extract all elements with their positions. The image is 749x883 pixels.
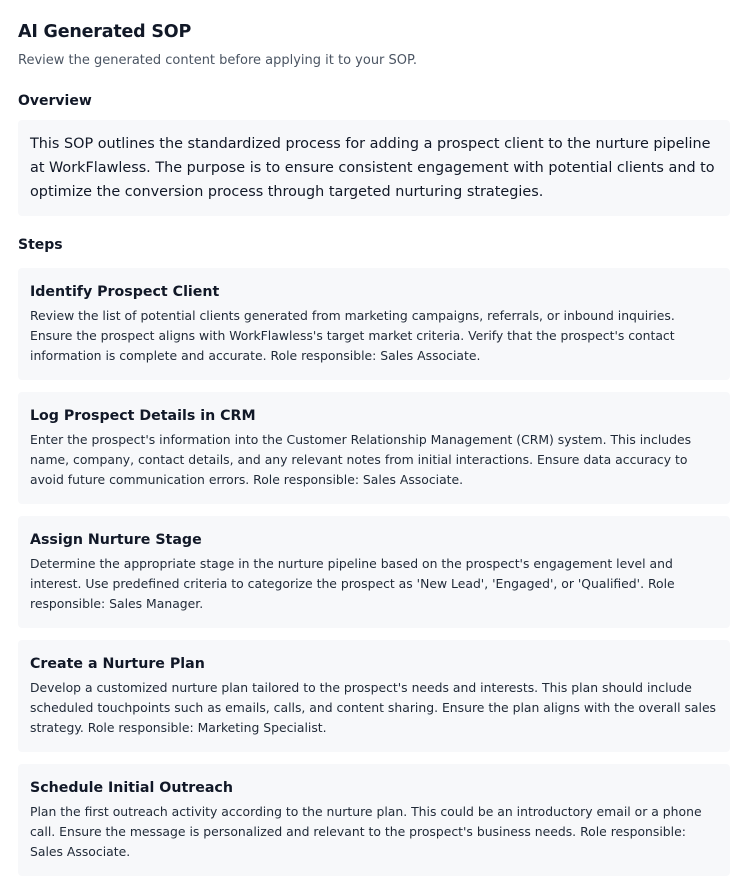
overview-card [18,120,730,216]
step-title: Assign Nurture Stage [30,532,202,548]
step-card [18,640,730,752]
overview-text: This SOP outlines the standardized process for adding a prospect client to the nurture pipeline at WorkFlawless. The purpose is to ensure consistent engagement with potential clients and to optimize the conversion process through targeted nurturing strategies. [30,136,715,200]
step-description: Plan the first outreach activity according to the nurture plan. This could be an introductory email or a phone call. Ensure the message is personalized and relevant to the prospect's business needs. Role responsible: Sales Associate. [30,804,702,859]
step-card [18,392,730,504]
step-title: Identify Prospect Client [30,284,220,300]
step-card [18,516,730,628]
step-description: Develop a customized nurture plan tailored to the prospect's needs and interests. This plan should include scheduled touchpoints such as emails, calls, and content sharing. Ensure the plan aligns with the overall sales strategy. Role responsible: Marketing Specialist. [30,680,717,735]
step-title: Create a Nurture Plan [30,656,205,672]
step-card [18,764,730,876]
step-card [18,268,730,380]
step-title: Schedule Initial Outreach [30,780,233,796]
overview-heading: Overview [18,93,92,109]
page-title: AI Generated SOP [18,22,192,42]
step-description: Review the list of potential clients generated from marketing campaigns, referrals, or inbound inquiries. Ensure the prospect aligns with WorkFlawless's target market criteria. Verify that the prospect's contact information is complete and accurate. Role responsible: Sales Associate. [30,308,675,363]
step-title: Log Prospect Details in CRM [30,408,256,424]
step-description: Determine the appropriate stage in the nurture pipeline based on the prospect's engagement level and interest. Use predefined criteria to categorize the prospect as 'New Lead', 'Engaged', or 'Qualified'. Role responsible: Sales Manager. [30,556,675,611]
step-description: Enter the prospect's information into the Customer Relationship Management (CRM) system. This includes name, company, contact details, and any relevant notes from initial interactions. Ensure data accuracy to avoid future communication errors. Role responsible: Sales Associate. [30,432,692,487]
steps-heading: Steps [18,237,63,253]
page-subtitle: Review the generated content before applying it to your SOP. [18,53,417,68]
